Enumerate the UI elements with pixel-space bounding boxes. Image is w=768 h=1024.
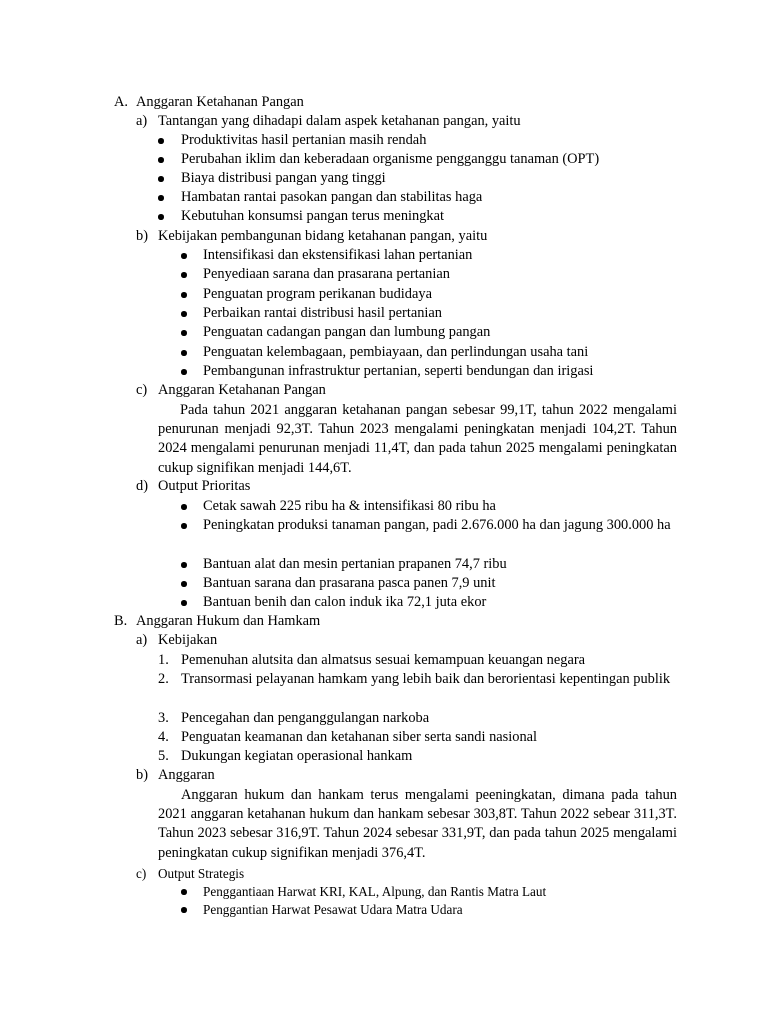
subsection-marker: b) (136, 767, 148, 783)
list-item-text: Penguatan keamanan dan ketahanan siber serta sandi nasional (181, 729, 538, 745)
subsection-marker: c) (136, 866, 147, 881)
list-item-text: Bantuan alat dan mesin pertanian prapanen 74,7 ribu (203, 556, 507, 572)
section-title: Anggaran Hukum dan Hamkam (136, 613, 321, 629)
subsection-title: Output Strategis (158, 866, 245, 881)
subsection-heading (136, 112, 521, 131)
subsection-heading (136, 477, 251, 496)
bullet-icon (181, 292, 187, 298)
subsection-title: Kebijakan pembangunan bidang ketahanan pangan, yaitu (158, 228, 488, 244)
subsection-heading (136, 864, 245, 883)
bullet-icon (181, 272, 187, 278)
subsection-heading (136, 631, 218, 650)
section-heading (114, 612, 321, 631)
list-item-text: Produktivitas hasil pertanian masih rendah (181, 132, 427, 148)
list-item-text: Penyediaan sarana dan prasarana pertanian (203, 266, 450, 282)
list-item-text: Penggantiaan Harwat KRI, KAL, Alpung, dan Rantis Matra Laut (203, 884, 547, 899)
list-item-text: Penguatan cadangan pangan dan lumbung pangan (203, 324, 491, 340)
list-item-text: Intensifikasi dan ekstensifikasi lahan pertanian (203, 247, 473, 263)
list-item-text: Penguatan kelembagaan, pembiayaan, dan perlindungan usaha tani (203, 344, 589, 360)
bullet-icon (158, 214, 164, 220)
numbered-item (158, 747, 413, 766)
subsection-marker: c) (136, 382, 148, 398)
list-item-text: Penguatan program perikanan budidaya (203, 286, 432, 302)
list-item-text: Peningkatan produksi tanaman pangan, padi 2.676.000 ha dan jagung 300.000 ha (203, 517, 671, 533)
bullet-icon (181, 907, 187, 913)
subsection-marker: d) (136, 478, 148, 494)
subsection-marker: a) (136, 632, 148, 648)
item-number: 2. (158, 671, 169, 687)
item-number: 5. (158, 748, 169, 764)
subsection-heading (136, 227, 488, 246)
subsection-marker: a) (136, 113, 148, 129)
list-item-text: Kebutuhan konsumsi pangan terus meningkat (181, 208, 444, 224)
section-marker: B. (114, 613, 128, 629)
list-item-text: Pencegahan dan penganggulangan narkoba (181, 710, 430, 726)
bullet-icon (181, 330, 187, 336)
list-item-text: Transormasi pelayanan hamkam yang lebih baik dan berorientasi kepentingan publik (181, 671, 671, 687)
bullet-icon (158, 157, 164, 163)
bullet-icon (181, 600, 187, 606)
section-heading (114, 93, 304, 112)
list-item-text: Hambatan rantai pasokan pangan dan stabilitas haga (181, 189, 483, 205)
bullet-icon (181, 504, 187, 510)
numbered-item (158, 670, 677, 689)
section-marker: A. (114, 94, 128, 110)
list-item-text: Pemenuhan alutsita dan almatsus sesuai kemampuan keuangan negara (181, 652, 586, 668)
numbered-item (158, 709, 430, 728)
numbered-item (158, 728, 538, 747)
list-item-text: Pembangunan infrastruktur pertanian, seperti bendungan dan irigasi (203, 363, 594, 379)
subsection-title: Anggaran (158, 767, 215, 783)
list-item-text: Perbaikan rantai distribusi hasil pertanian (203, 305, 442, 321)
bullet-icon (181, 253, 187, 259)
bullet-icon (158, 176, 164, 182)
bullet-icon (158, 195, 164, 201)
item-number: 1. (158, 652, 169, 668)
bullet-icon (181, 369, 187, 375)
subsection-heading (136, 766, 215, 785)
subsection-title: Kebijakan (158, 632, 218, 648)
subsection-title: Tantangan yang dihadapi dalam aspek ketahanan pangan, yaitu (158, 113, 521, 129)
subsection-heading (136, 381, 326, 400)
item-number: 3. (158, 710, 169, 726)
bullet-icon (181, 311, 187, 317)
section-title: Anggaran Ketahanan Pangan (136, 94, 304, 110)
bullet-icon (181, 523, 187, 529)
list-item-text: Biaya distribusi pangan yang tinggi (181, 170, 386, 186)
subsection-marker: b) (136, 228, 148, 244)
budget-paragraph: Pada tahun 2021 anggaran ketahanan pangan sebesar 99,1T, tahun 2022 mengalami penurunan menjadi 92,3T. Tahun 2023 mengalami peningkatan menjadi 104,2T. Tahun 2024 mengalami penurunan menjadi 11,4T, dan pada tahun 2025 mengalami peningkatan cukup signifikan menjadi 144,6T. (158, 402, 677, 476)
list-item-text: Penggantian Harwat Pesawat Udara Matra Udara (203, 902, 463, 917)
list-item (181, 516, 677, 535)
list-item-text: Cetak sawah 225 ribu ha & intensifikasi 80 ribu ha (203, 498, 496, 514)
list-item-text: Bantuan benih dan calon induk ika 72,1 juta ekor (203, 594, 487, 610)
bullet-icon (181, 350, 187, 356)
item-number: 4. (158, 729, 169, 745)
bullet-icon (181, 889, 187, 895)
bullet-icon (158, 138, 164, 144)
subsection-title: Anggaran Ketahanan Pangan (158, 382, 326, 398)
list-item-text: Dukungan kegiatan operasional hankam (181, 748, 413, 764)
subsection-title: Output Prioritas (158, 478, 251, 494)
bullet-icon (181, 562, 187, 568)
numbered-item (158, 651, 586, 670)
bullet-icon (181, 581, 187, 587)
list-item-text: Perubahan iklim dan keberadaan organisme pengganggu tanaman (OPT) (181, 151, 600, 167)
budget-paragraph: Anggaran hukum dan hankam terus mengalami peeningkatan, dimana pada tahun 2021 anggaran ketahanan hukum dan hankam sebesar 303,8T. Tahun 2022 sebear 311,3T. Tahun 2023 sebesar 316,9T. Tahun 2024 sebesar 331,9T, dan pada tahun 2025 mengalami peningkatan cukup signifikan menjadi 376,4T. (158, 787, 677, 861)
list-item-text: Bantuan sarana dan prasarana pasca panen 7,9 unit (203, 575, 496, 591)
